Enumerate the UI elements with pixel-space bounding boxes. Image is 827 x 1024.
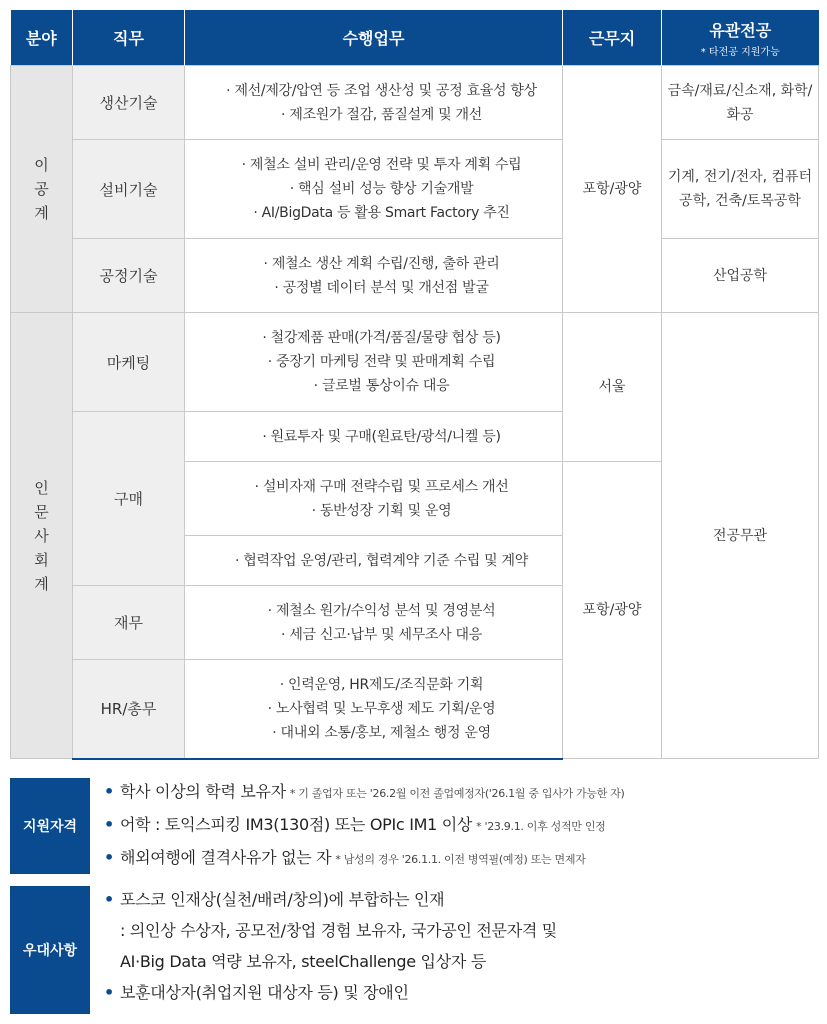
table-row bbox=[11, 140, 819, 239]
duties-purchasing-2 bbox=[185, 462, 563, 536]
duties-purchasing-3 bbox=[185, 536, 563, 586]
duty-item: · 제선/제강/압연 등 조업 생산성 및 공정 효율성 향상 bbox=[201, 79, 562, 103]
preference-item bbox=[104, 977, 819, 1008]
duty-item: · 원료투자 및 구매(원료탄/광석/니켈 등) bbox=[201, 425, 562, 449]
location-pohang-gwangyang-2: 포항/광양 bbox=[563, 462, 662, 759]
duties-marketing bbox=[185, 313, 563, 412]
table-row bbox=[11, 239, 819, 313]
major-industrial: 산업공학 bbox=[662, 239, 819, 313]
job-process-tech: 공정기술 bbox=[73, 239, 185, 313]
duties-finance bbox=[185, 586, 563, 660]
duty-item: · 대내외 소통/홍보, 제철소 행정 운영 bbox=[201, 721, 562, 745]
duty-item: · 제철소 생산 계획 수립/진행, 출하 관리 bbox=[201, 252, 562, 276]
major-mechanical: 기계, 전기/전자, 컴퓨터공학, 건축/토목공학 bbox=[662, 140, 819, 239]
duty-item: · 제조원가 절감, 품질설계 및 개선 bbox=[201, 103, 562, 127]
table-row bbox=[11, 66, 819, 140]
job-production-tech: 생산기술 bbox=[73, 66, 185, 140]
qualification-text: 해외여행에 결격사유가 없는 자 bbox=[119, 848, 332, 867]
field-engineering: 이공계 bbox=[11, 66, 73, 313]
duties-process-tech bbox=[185, 239, 563, 313]
major-metal: 금속/재료/신소재, 화학/화공 bbox=[662, 66, 819, 140]
qualification-note: * 남성의 경우 '26.1.1. 이전 병역필(예정) 또는 면제자 bbox=[335, 853, 586, 866]
job-finance: 재무 bbox=[73, 586, 185, 660]
duties-hr bbox=[185, 660, 563, 759]
header-major-note: * 타전공 지원가능 bbox=[700, 46, 780, 58]
job-facility-tech: 설비기술 bbox=[73, 140, 185, 239]
header-major bbox=[662, 10, 819, 66]
job-purchasing: 구매 bbox=[73, 412, 185, 586]
duty-item: · 철강제품 판매(가격/품질/물량 협상 등) bbox=[201, 326, 562, 350]
qualification-item bbox=[104, 809, 819, 842]
qualification-note: * 기 졸업자 또는 '26.2월 이전 졸업예정자('26.1월 중 입사가 가능한 자) bbox=[289, 787, 625, 800]
job-table bbox=[10, 10, 819, 760]
bullet: • bbox=[104, 782, 114, 801]
duty-item: · 핵심 설비 성능 향상 기술개발 bbox=[201, 177, 562, 201]
job-hr: HR/총무 bbox=[73, 660, 185, 759]
preference-text: 포스코 인재상(실천/배려/창의)에 부합하는 인재 bbox=[119, 890, 445, 909]
preference-detail: AI·Big Data 역량 보유자, steelChallenge 입상자 등 bbox=[120, 952, 486, 971]
qualifications-label: 지원자격 bbox=[10, 778, 90, 874]
bullet: • bbox=[104, 815, 114, 834]
qualification-text: 어학 : 토익스피킹 IM3(130점) 또는 OPIc IM1 이상 bbox=[119, 815, 473, 834]
preference-text: 보훈대상자(취업지원 대상자 등) 및 장애인 bbox=[119, 983, 409, 1002]
duty-item: · 중장기 마케팅 전략 및 판매계획 수립 bbox=[201, 350, 562, 374]
preference-detail: : 의인상 수상자, 공모전/창업 경험 보유자, 국가공인 전문자격 및 bbox=[120, 921, 557, 940]
qualifications-list bbox=[104, 776, 819, 875]
header-location: 근무지 bbox=[563, 10, 662, 66]
duty-item: · 협력작업 운영/관리, 협력계약 기준 수립 및 계약 bbox=[201, 549, 562, 573]
duties-production-tech bbox=[185, 66, 563, 140]
preferences-label: 우대사항 bbox=[10, 886, 90, 1014]
duties-purchasing-1 bbox=[185, 412, 563, 462]
duty-item: · 동반성장 기획 및 운영 bbox=[201, 499, 562, 523]
duty-item: · 설비자재 구매 전략수립 및 프로세스 개선 bbox=[201, 475, 562, 499]
bullet: • bbox=[104, 983, 114, 1002]
duty-item: · 제철소 설비 관리/운영 전략 및 투자 계획 수립 bbox=[201, 153, 562, 177]
header-major-label: 유관전공 bbox=[709, 20, 772, 40]
duty-item: · 인력운영, HR제도/조직문화 기획 bbox=[201, 673, 562, 697]
duty-item: · 공정별 데이터 분석 및 개선점 발굴 bbox=[201, 276, 562, 300]
table-row bbox=[11, 313, 819, 412]
bullet: • bbox=[104, 848, 114, 867]
header-job: 직무 bbox=[73, 10, 185, 66]
location-pohang-gwangyang: 포항/광양 bbox=[563, 66, 662, 313]
qualification-item bbox=[104, 842, 819, 875]
duties-facility-tech bbox=[185, 140, 563, 239]
duty-item: · 글로벌 통상이슈 대응 bbox=[201, 374, 562, 398]
qualification-note: * '23.9.1. 이후 성적만 인정 bbox=[476, 820, 606, 833]
qualification-text: 학사 이상의 학력 보유자 bbox=[119, 782, 286, 801]
duty-item: · AI/BigData 등 활용 Smart Factory 추진 bbox=[201, 201, 562, 225]
job-marketing: 마케팅 bbox=[73, 313, 185, 412]
preference-item bbox=[104, 884, 819, 915]
location-seoul: 서울 bbox=[563, 313, 662, 462]
table-header-row bbox=[11, 10, 819, 66]
duty-item: · 제철소 원가/수익성 분석 및 경영분석 bbox=[201, 599, 562, 623]
header-field: 분야 bbox=[11, 10, 73, 66]
duty-item: · 세금 신고·납부 및 세무조사 대응 bbox=[201, 623, 562, 647]
header-duties: 수행업무 bbox=[185, 10, 563, 66]
duty-item: · 노사협력 및 노무후생 제도 기획/운영 bbox=[201, 697, 562, 721]
preferences-list bbox=[104, 884, 819, 1008]
field-humanities: 인문사회계 bbox=[11, 313, 73, 759]
major-any: 전공무관 bbox=[662, 313, 819, 759]
qualification-item bbox=[104, 776, 819, 809]
bullet: • bbox=[104, 890, 114, 909]
